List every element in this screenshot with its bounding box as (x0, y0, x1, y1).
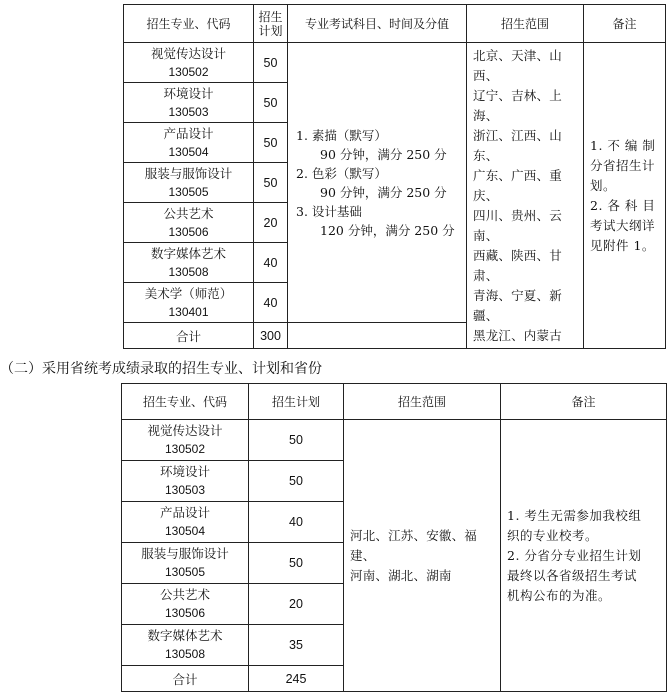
remark-cell: 1. 考生无需参加我校组 织的专业校考。 2. 分省分专业招生计划 最终以各省级招生考试 机构公布的为准。 (501, 420, 667, 692)
major-cell: 环境设计 130503 (124, 83, 254, 123)
plan-cell: 40 (254, 243, 288, 283)
plan-cell: 50 (254, 83, 288, 123)
major-cell: 公共艺术 130506 (124, 203, 254, 243)
major-cell: 数字媒体艺术 130508 (124, 243, 254, 283)
header-exam: 专业考试科目、时间及分值 (288, 5, 467, 43)
table-row (122, 420, 667, 461)
exam-item: 1. 素描（默写） 90 分钟，满分 250 分 (296, 127, 447, 162)
total-label: 合计 (124, 323, 254, 349)
header-remark: 备注 (501, 384, 667, 420)
plan-cell: 50 (254, 123, 288, 163)
exam-item: 3. 设计基础 120 分钟，满分 250 分 (296, 203, 455, 238)
exam-item: 2. 色彩（默写） 90 分钟，满分 250 分 (296, 165, 447, 200)
plan-cell: 40 (249, 502, 344, 543)
section-title: （二）采用省统考成绩录取的招生专业、计划和省份 (0, 361, 322, 377)
header-major-code: 招生专业、代码 (124, 5, 254, 43)
header-major-code: 招生专业、代码 (122, 384, 249, 420)
plan-cell: 35 (249, 625, 344, 666)
table-row (124, 43, 666, 83)
plan-cell: 50 (249, 543, 344, 584)
major-cell: 数字媒体艺术 130508 (122, 625, 249, 666)
total-value: 300 (254, 323, 288, 349)
header-plan: 招生 计划 (254, 5, 288, 43)
header-scope: 招生范围 (344, 384, 501, 420)
major-cell: 美术学（师范） 130401 (124, 283, 254, 323)
major-cell: 服装与服饰设计 130505 (124, 163, 254, 203)
major-cell: 视觉传达设计 130502 (124, 43, 254, 83)
major-cell: 产品设计 130504 (124, 123, 254, 163)
major-cell: 产品设计 130504 (122, 502, 249, 543)
exam-subjects-cell (288, 43, 467, 323)
plan-cell: 50 (254, 163, 288, 203)
scope-cell: 河北、江苏、安徽、福建、 河南、湖北、湖南 (344, 420, 501, 692)
plan-cell: 40 (254, 283, 288, 323)
header-scope: 招生范围 (467, 5, 584, 43)
plan-cell: 20 (249, 584, 344, 625)
major-cell: 视觉传达设计 130502 (122, 420, 249, 461)
scope-cell: 北京、天津、山西、 辽宁、吉林、上海、 浙江、江西、山东、 广东、广西、重庆、 四川、贵州、云南、 西藏、陕西、甘肃、 青海、宁夏、新疆、 黑龙江、内蒙古 (467, 43, 584, 349)
header-remark: 备注 (584, 5, 666, 43)
empty-cell (288, 323, 467, 349)
major-cell: 环境设计 130503 (122, 461, 249, 502)
plan-cell: 50 (249, 461, 344, 502)
total-label: 合计 (122, 666, 249, 692)
header-plan: 招生计划 (249, 384, 344, 420)
remark-cell: 1. 不 编 制 分省招生计 划。 2. 各 科 目 考试大纲详 见附件 1。 (584, 43, 666, 349)
major-cell: 服装与服饰设计 130505 (122, 543, 249, 584)
major-cell: 公共艺术 130506 (122, 584, 249, 625)
plan-cell: 20 (254, 203, 288, 243)
total-value: 245 (249, 666, 344, 692)
plan-cell: 50 (249, 420, 344, 461)
admission-table-provincial-exam (121, 383, 667, 692)
admission-table-school-exam (123, 4, 666, 349)
plan-cell: 50 (254, 43, 288, 83)
